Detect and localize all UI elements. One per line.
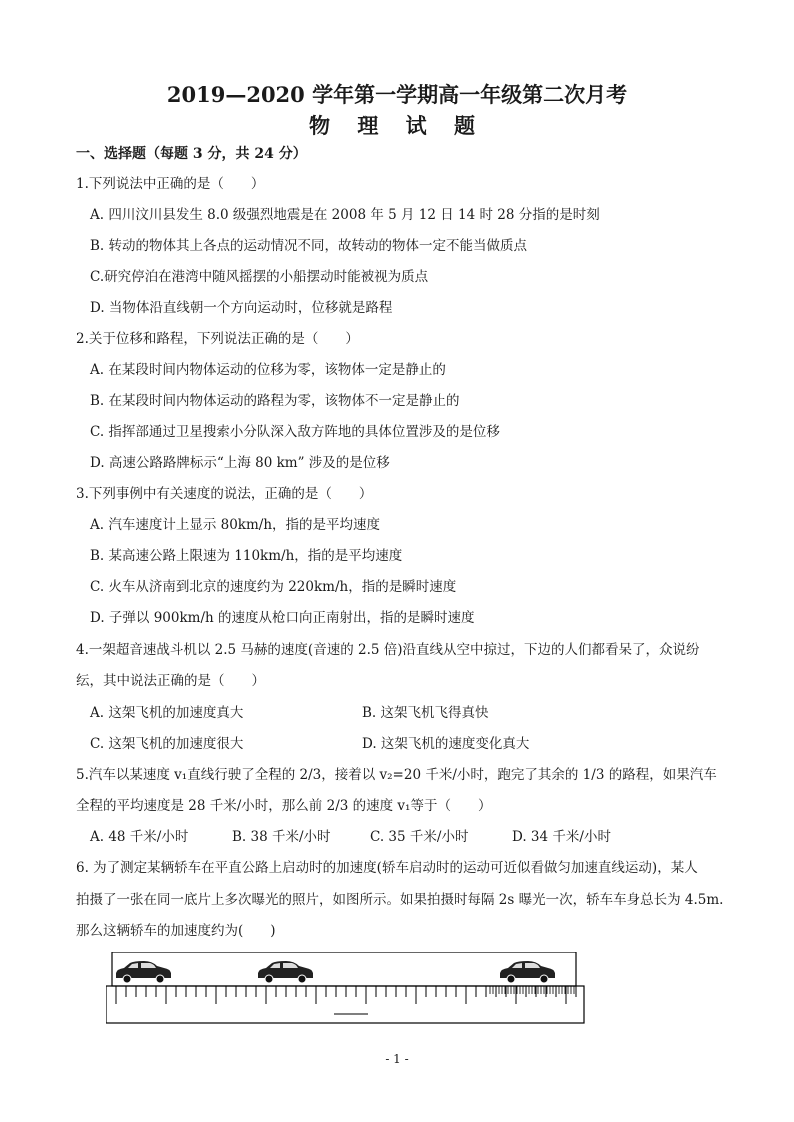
question-2-option-a: A. 在某段时间内物体运动的位移为零，该物体一定是静止的: [90, 362, 446, 378]
question-3-option-a: A. 汽车速度计上显示 80km/h，指的是平均速度: [90, 517, 381, 533]
question-5-option-b: B. 38 千米/小时: [232, 829, 331, 845]
question-6-stem-line-2: 拍摄了一张在同一底片上多次曝光的照片，如图所示。如果拍摄时每隔 2s 曝光一次，轿车车身总长为 4.5m.: [76, 892, 724, 908]
question-5-option-d: D. 34 千米/小时: [512, 829, 611, 845]
question-3-option-b: B. 某高速公路上限速为 110km/h，指的是平均速度: [90, 548, 403, 564]
multi-exposure-car-figure: [106, 952, 586, 1024]
question-3-stem: 3.下列事例中有关速度的说法，正确的是（ ）: [76, 486, 373, 502]
question-1-option-d: D. 当物体沿直线朝一个方向运动时，位移就是路程: [90, 300, 393, 316]
question-4-stem-line-2: 纭，其中说法正确的是（ ）: [76, 673, 265, 689]
exam-title: 2019—2020 学年第一学期高一年级第二次月考: [166, 82, 628, 107]
question-1-option-b: B. 转动的物体其上各点的运动情况不同，故转动的物体一定不能当做质点: [90, 238, 528, 254]
ruler-ticks: [116, 986, 576, 1004]
car-icon: [500, 961, 555, 983]
question-1-option-c: C.研究停泊在港湾中随风摇摆的小船摆动时能被视为质点: [90, 269, 429, 285]
question-1-stem: 1.下列说法中正确的是（ ）: [76, 176, 265, 192]
question-5-stem-line-2: 全程的平均速度是 28 千米/小时，那么前 2/3 的速度 v₁等于（ ）: [76, 798, 492, 814]
question-5-option-c: C. 35 千米/小时: [370, 829, 469, 845]
question-2-stem: 2.关于位移和路程，下列说法正确的是（ ）: [76, 331, 359, 347]
question-4-stem-line-1: 4.一架超音速战斗机以 2.5 马赫的速度(音速的 2.5 倍)沿直线从空中掠过，下边的人们都看呆了，众说纷: [76, 642, 700, 658]
question-4-option-c: C. 这架飞机的加速度很大: [90, 736, 244, 752]
question-2-option-c: C. 指挥部通过卫星搜索小分队深入敌方阵地的具体位置涉及的是位移: [90, 424, 500, 440]
question-2-option-b: B. 在某段时间内物体运动的路程为零，该物体不一定是静止的: [90, 393, 460, 409]
question-5-option-a: A. 48 千米/小时: [90, 829, 189, 845]
car-icon: [116, 961, 171, 983]
question-3-option-c: C. 火车从济南到北京的速度约为 220km/h，指的是瞬时速度: [90, 579, 457, 595]
question-2-option-d: D. 高速公路路牌标示“上海 80 km” 涉及的是位移: [90, 455, 390, 471]
question-6-stem-line-3: 那么这辆轿车的加速度约为( ): [76, 923, 276, 939]
question-1-option-a: A. 四川汶川县发生 8.0 级强烈地震是在 2008 年 5 月 12 日 14 时 28 分指的是时刻: [90, 207, 600, 223]
question-4-option-d: D. 这架飞机的速度变化真大: [362, 736, 530, 752]
exam-subtitle: 物 理 试 题: [309, 113, 485, 138]
question-6-stem-line-1: 6. 为了测定某辆轿车在平直公路上启动时的加速度(轿车启动时的运动可近似看做匀加速直线运动)，某人: [76, 860, 698, 876]
page-number: - 1 -: [385, 1052, 409, 1066]
car-icon: [258, 961, 313, 983]
question-4-option-b: B. 这架飞机飞得真快: [362, 705, 489, 721]
question-3-option-d: D. 子弹以 900km/h 的速度从枪口向正南射出，指的是瞬时速度: [90, 610, 475, 626]
question-4-option-a: A. 这架飞机的加速度真大: [90, 705, 244, 721]
section-heading: 一、选择题（每题 3 分，共 24 分）: [76, 146, 307, 162]
question-5-stem-line-1: 5.汽车以某速度 v₁直线行驶了全程的 2/3，接着以 v₂=20 千米/小时，跑完了其余的 1/3 的路程，如果汽车: [76, 767, 717, 783]
ruler: [106, 986, 584, 1023]
